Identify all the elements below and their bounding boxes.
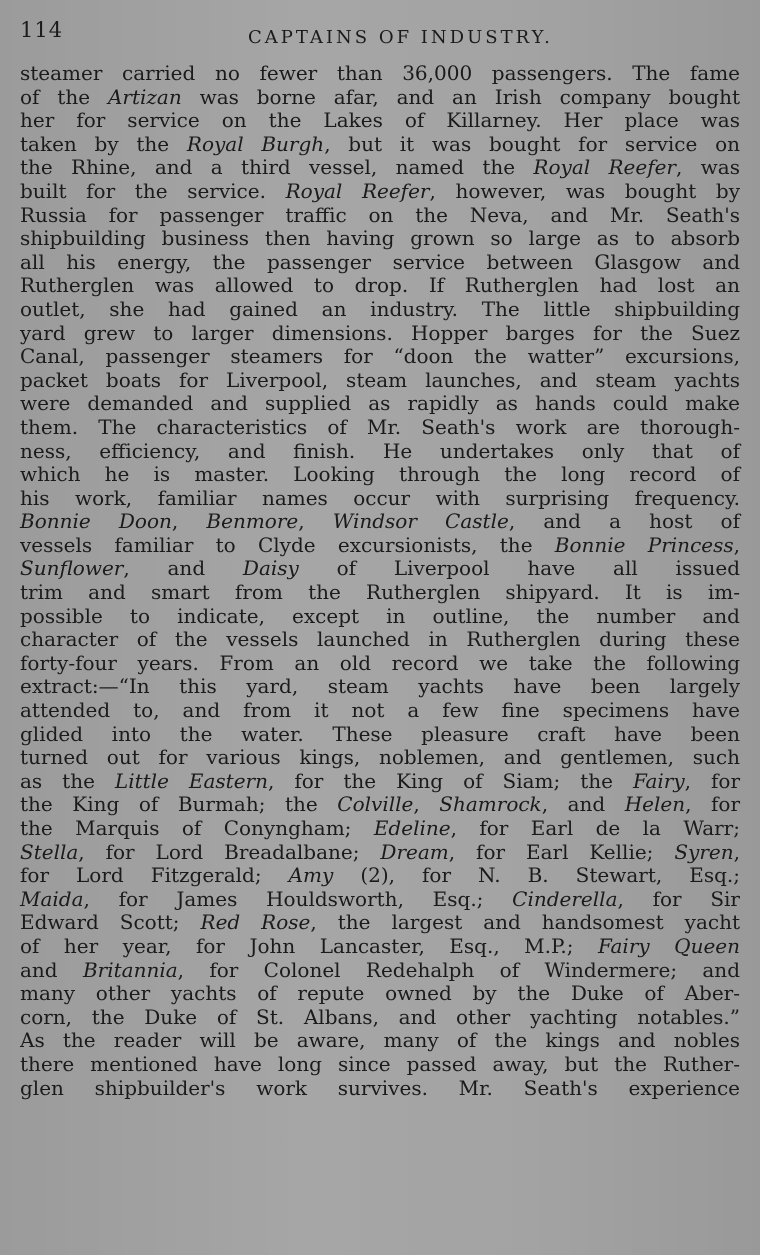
text-line [20,723,740,747]
text-run: , for the King of Siam; the [268,768,633,793]
text-run: trim and smart from the Rutherglen shipyard. It is im- [20,580,740,605]
text-line [20,251,740,275]
text-run: yard grew to larger dimensions. Hopper barges for the Suez [20,320,740,345]
italic-vessel-name: Bonnie Doon [20,509,172,534]
text-run: all his energy, the passenger service between Glasgow and [20,249,740,274]
text-run: , [733,532,740,557]
text-line [20,982,740,1006]
text-run: , and [123,556,243,581]
text-run: many other yachts of repute owned by the Duke of Aber- [20,981,740,1006]
text-run: , for Earl de la Warr; [450,816,740,840]
italic-vessel-name: Daisy [242,556,299,581]
text-run: character of the vessels launched in Rutherglen during these [20,627,740,652]
text-line [20,463,740,487]
text-run: Edward Scott; [20,910,201,935]
text-run: , [171,509,207,534]
text-run: and [20,957,83,982]
text-line [20,156,740,180]
text-run: , however, was bought by [429,178,740,203]
text-line [20,605,740,629]
text-line [20,416,740,440]
italic-vessel-name: Royal Reefer [285,178,430,203]
italic-vessel-name: Royal Burgh [186,131,325,156]
text-line [20,86,740,110]
italic-vessel-name: Amy [288,863,334,888]
text-line [20,369,740,393]
text-run: built for the service. [20,178,286,203]
text-line [20,274,740,298]
text-run: turned out for various kings, noblemen, and gentlemen, such [20,745,740,770]
text-line [20,817,740,841]
text-run: , for Sir [617,886,740,911]
text-line [20,1077,740,1101]
italic-vessel-name: Benmore [206,509,299,534]
text-line [20,227,740,251]
text-run: packet boats for Liverpool, steam launches, and steam yachts [20,367,740,392]
text-line [20,888,740,912]
text-run: them. The characteristics of Mr. Seath's work are thorough- [20,414,740,439]
text-run: corn, the Duke of St. Albans, and other yachting notables.” [20,1004,740,1029]
text-run: vessels familiar to Clyde excursionists, the [20,532,555,557]
italic-vessel-name: Edeline [373,816,451,840]
text-run: steamer carried no fewer than 36,000 passengers. The fame [20,61,740,85]
text-run: possible to indicate, except in outline, the number and [20,603,740,628]
text-line [20,487,740,511]
text-run: which he is master. Looking through the long record of [20,462,740,487]
italic-vessel-name: Colville [337,792,414,817]
text-run: glen shipbuilder's work survives. Mr. Seath's experience [20,1075,740,1100]
running-head [20,14,740,54]
text-run: , for Colonel Redehalph of Windermere; and [177,957,740,982]
text-line [20,180,740,204]
text-line [20,298,740,322]
page-number: 114 [20,18,64,42]
text-line [20,1006,740,1030]
italic-vessel-name: Royal Reefer [533,155,676,180]
text-run: for Lord Fitzgerald; [20,863,289,888]
text-line [20,534,740,558]
text-run: there mentioned have long since passed away, but the Ruther- [20,1051,740,1076]
text-line [20,581,740,605]
text-run: (2), for N. B. Stewart, Esq.; [333,863,740,888]
text-run: , for Lord Breadalbane; [78,839,381,864]
text-line [20,440,740,464]
text-line [20,935,740,959]
text-run: , the largest and handsomest yacht [310,910,741,935]
text-line [20,652,740,676]
italic-vessel-name: Fairy [632,768,685,793]
text-run: Russia for passenger traffic on the Neva, and Mr. Seath's [20,202,740,227]
italic-vessel-name: Maida [20,886,84,911]
text-line [20,770,740,794]
text-line [20,959,740,983]
italic-vessel-name: Stella [20,839,79,864]
italic-vessel-name: Bonnie Princess [554,532,734,557]
text-line [20,911,740,935]
text-run: ness, efficiency, and finish. He undertakes only that of [20,438,740,463]
italic-vessel-name: Sunflower [20,556,124,581]
text-run: , but it was bought for service on [324,131,740,156]
text-run: , for James Houldsworth, Esq.; [83,886,513,911]
text-line [20,628,740,652]
text-run: , [413,792,440,817]
text-line [20,1053,740,1077]
text-line [20,204,740,228]
text-run: forty-four years. From an old record we take the following [20,650,740,675]
text-line [20,793,740,817]
text-run: his work, familiar names occur with surprising frequency. [20,485,740,510]
text-line [20,109,740,133]
text-run: was borne afar, and an Irish company bought [181,84,740,109]
running-title: CAPTAINS OF INDUSTRY. [248,27,553,48]
text-line [20,392,740,416]
text-line [20,746,740,770]
text-run: as the [20,768,115,793]
text-run: glided into the water. These pleasure craft have been [20,721,740,746]
text-run: Canal, passenger steamers for “doon the watter” excursions, [20,344,740,369]
text-line [20,557,740,581]
text-run: attended to, and from it not a few fine specimens have [20,698,740,723]
text-run: , and a host of [508,509,740,534]
text-run: , was [676,155,740,180]
italic-vessel-name: Shamrock [439,792,542,817]
italic-vessel-name: Fairy Queen [597,933,740,958]
text-run: Rutherglen was allowed to drop. If Rutherglen had lost an [20,273,740,298]
italic-vessel-name: Artizan [107,84,182,109]
text-run: the Marquis of Conyngham; [20,816,374,840]
text-run: of Liverpool have all issued [298,556,741,581]
text-line [20,675,740,699]
italic-vessel-name: Dream [380,839,449,864]
text-run: , [733,839,740,864]
text-line [20,864,740,888]
text-run: , and [541,792,625,817]
text-run: her for service on the Lakes of Killarney. Her place was [20,108,740,133]
text-run: , for [684,768,741,793]
text-run: shipbuilding business then having grown so large as to absorb [20,226,740,251]
text-run: , for Earl Kellie; [448,839,675,864]
text-run: of her year, for John Lancaster, Esq., M.P.; [20,933,598,958]
text-run: of the [20,84,108,109]
italic-vessel-name: Helen [624,792,686,817]
italic-vessel-name: Syren [674,839,734,864]
text-run: As the reader will be aware, many of the kings and nobles [20,1028,740,1053]
text-line [20,510,740,534]
text-run: extract:—“In this yard, steam yachts have been largely [20,674,740,699]
text-run: were demanded and supplied as rapidly as hands could make [20,391,740,416]
text-line [20,345,740,369]
text-line [20,841,740,865]
text-line [20,322,740,346]
text-line [20,699,740,723]
italic-vessel-name: Cinderella [512,886,618,911]
text-line [20,1029,740,1053]
text-run: the King of Burmah; the [20,792,338,817]
text-run: , for [685,792,741,817]
italic-vessel-name: Little Eastern [114,768,268,793]
italic-vessel-name: Britannia [82,957,178,982]
text-line [20,133,740,157]
text-line [20,62,740,86]
text-run: the Rhine, and a third vessel, named the [20,155,534,180]
text-run: taken by the [20,131,187,156]
italic-vessel-name: Red Rose [200,910,311,935]
italic-vessel-name: Windsor Castle [332,509,509,534]
body-text [20,62,740,1100]
text-run: , [298,509,333,534]
text-run: outlet, she had gained an industry. The little shipbuilding [20,296,740,321]
